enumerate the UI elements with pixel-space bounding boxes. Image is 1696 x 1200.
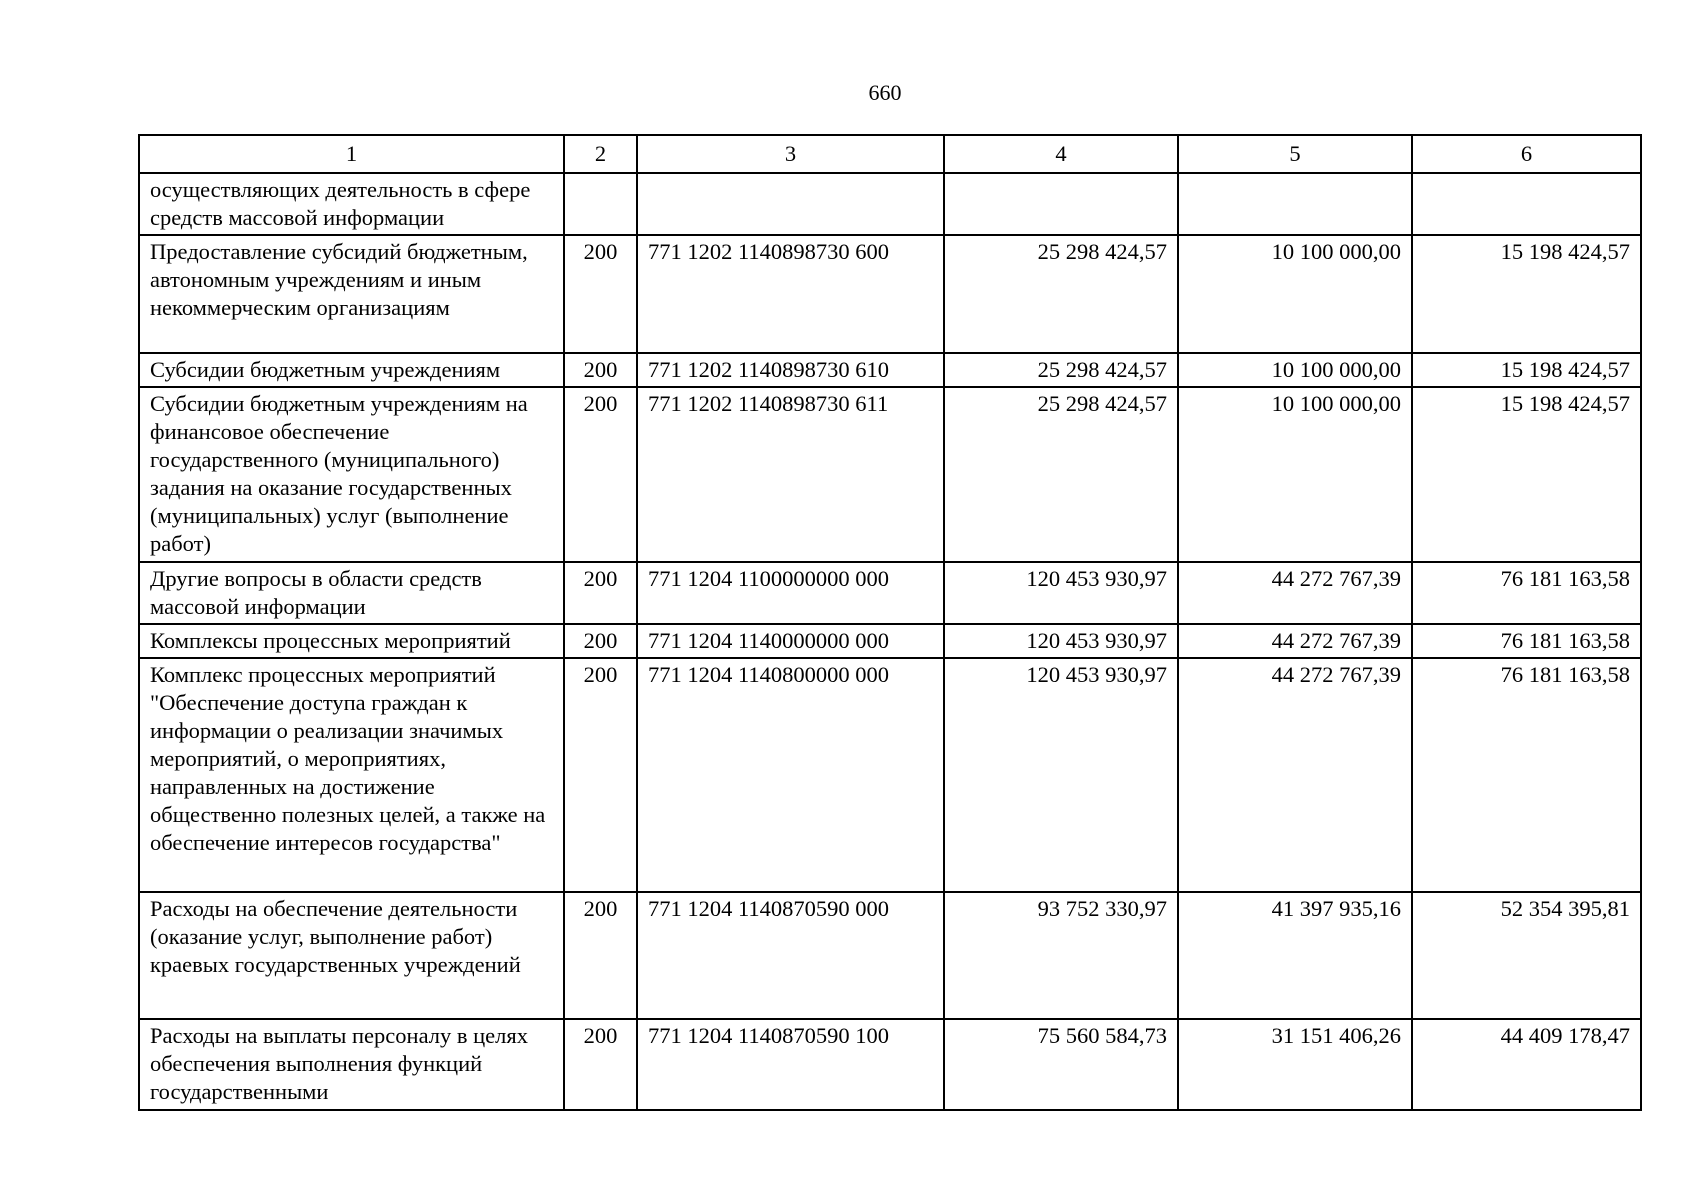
cell-kbk bbox=[637, 173, 944, 235]
cell-col4: 25 298 424,57 bbox=[944, 387, 1178, 562]
cell-col5: 10 100 000,00 bbox=[1178, 353, 1412, 387]
cell-name: Расходы на выплаты персоналу в целях обеспечения выполнения функций государственными bbox=[139, 1019, 564, 1110]
cell-col5: 44 272 767,39 bbox=[1178, 624, 1412, 658]
cell-name: Комплекс процессных мероприятий "Обеспечение доступа граждан к информации о реализации значимых мероприятий, о мероприятиях, направленных на достижение общественно полезных целей, а также на обеспечение интересов государства" bbox=[139, 658, 564, 892]
cell-kbk: 771 1204 1140870590 100 bbox=[637, 1019, 944, 1110]
cell-col4: 75 560 584,73 bbox=[944, 1019, 1178, 1110]
cell-col4: 120 453 930,97 bbox=[944, 658, 1178, 892]
cell-col4: 25 298 424,57 bbox=[944, 353, 1178, 387]
cell-col5: 31 151 406,26 bbox=[1178, 1019, 1412, 1110]
cell-col5: 44 272 767,39 bbox=[1178, 658, 1412, 892]
cell-code: 200 bbox=[564, 235, 637, 353]
cell-col4: 25 298 424,57 bbox=[944, 235, 1178, 353]
cell-col6 bbox=[1412, 173, 1641, 235]
cell-name: Субсидии бюджетным учреждениям на финансовое обеспечение государственного (муниципального) задания на оказание государственных (муниципальных) услуг (выполнение работ) bbox=[139, 387, 564, 562]
cell-col4 bbox=[944, 173, 1178, 235]
cell-kbk: 771 1202 1140898730 610 bbox=[637, 353, 944, 387]
cell-col6: 15 198 424,57 bbox=[1412, 387, 1641, 562]
cell-col6: 44 409 178,47 bbox=[1412, 1019, 1641, 1110]
cell-col5: 10 100 000,00 bbox=[1178, 387, 1412, 562]
cell-kbk: 771 1202 1140898730 600 bbox=[637, 235, 944, 353]
cell-col6: 15 198 424,57 bbox=[1412, 235, 1641, 353]
cell-kbk: 771 1202 1140898730 611 bbox=[637, 387, 944, 562]
table-row bbox=[139, 624, 1641, 658]
cell-name: Расходы на обеспечение деятельности (оказание услуг, выполнение работ) краевых государственных учреждений bbox=[139, 892, 564, 1019]
cell-col6: 52 354 395,81 bbox=[1412, 892, 1641, 1019]
cell-code: 200 bbox=[564, 658, 637, 892]
cell-col4: 93 752 330,97 bbox=[944, 892, 1178, 1019]
cell-col6: 76 181 163,58 bbox=[1412, 624, 1641, 658]
cell-code: 200 bbox=[564, 353, 637, 387]
cell-name: Предоставление субсидий бюджетным, автономным учреждениям и иным некоммерческим организациям bbox=[139, 235, 564, 353]
cell-kbk: 771 1204 1100000000 000 bbox=[637, 562, 944, 624]
table-row bbox=[139, 892, 1641, 1019]
header-col-4: 4 bbox=[944, 135, 1178, 173]
cell-col5: 10 100 000,00 bbox=[1178, 235, 1412, 353]
page-number: 660 bbox=[868, 80, 902, 105]
cell-code: 200 bbox=[564, 1019, 637, 1110]
header-col-3: 3 bbox=[637, 135, 944, 173]
header-col-5: 5 bbox=[1178, 135, 1412, 173]
cell-code: 200 bbox=[564, 562, 637, 624]
cell-code: 200 bbox=[564, 387, 637, 562]
cell-col4: 120 453 930,97 bbox=[944, 562, 1178, 624]
table-row bbox=[139, 658, 1641, 892]
table-row bbox=[139, 173, 1641, 235]
cell-name: осуществляющих деятельность в сфере средств массовой информации bbox=[139, 173, 564, 235]
table-row bbox=[139, 353, 1641, 387]
header-col-6: 6 bbox=[1412, 135, 1641, 173]
header-col-1: 1 bbox=[139, 135, 564, 173]
cell-code: 200 bbox=[564, 892, 637, 1019]
cell-col4: 120 453 930,97 bbox=[944, 624, 1178, 658]
cell-name: Другие вопросы в области средств массовой информации bbox=[139, 562, 564, 624]
cell-kbk: 771 1204 1140000000 000 bbox=[637, 624, 944, 658]
cell-col5 bbox=[1178, 173, 1412, 235]
cell-kbk: 771 1204 1140800000 000 bbox=[637, 658, 944, 892]
cell-col5: 44 272 767,39 bbox=[1178, 562, 1412, 624]
cell-code: 200 bbox=[564, 624, 637, 658]
cell-col5: 41 397 935,16 bbox=[1178, 892, 1412, 1019]
cell-col6: 15 198 424,57 bbox=[1412, 353, 1641, 387]
table-row bbox=[139, 1019, 1641, 1110]
table-row bbox=[139, 562, 1641, 624]
header-col-2: 2 bbox=[564, 135, 637, 173]
table-row bbox=[139, 387, 1641, 562]
cell-code bbox=[564, 173, 637, 235]
cell-col6: 76 181 163,58 bbox=[1412, 658, 1641, 892]
cell-kbk: 771 1204 1140870590 000 bbox=[637, 892, 944, 1019]
cell-name: Субсидии бюджетным учреждениям bbox=[139, 353, 564, 387]
cell-name: Комплексы процессных мероприятий bbox=[139, 624, 564, 658]
budget-table bbox=[138, 134, 1642, 1111]
table-header-row bbox=[139, 135, 1641, 173]
table-row bbox=[139, 235, 1641, 353]
cell-col6: 76 181 163,58 bbox=[1412, 562, 1641, 624]
